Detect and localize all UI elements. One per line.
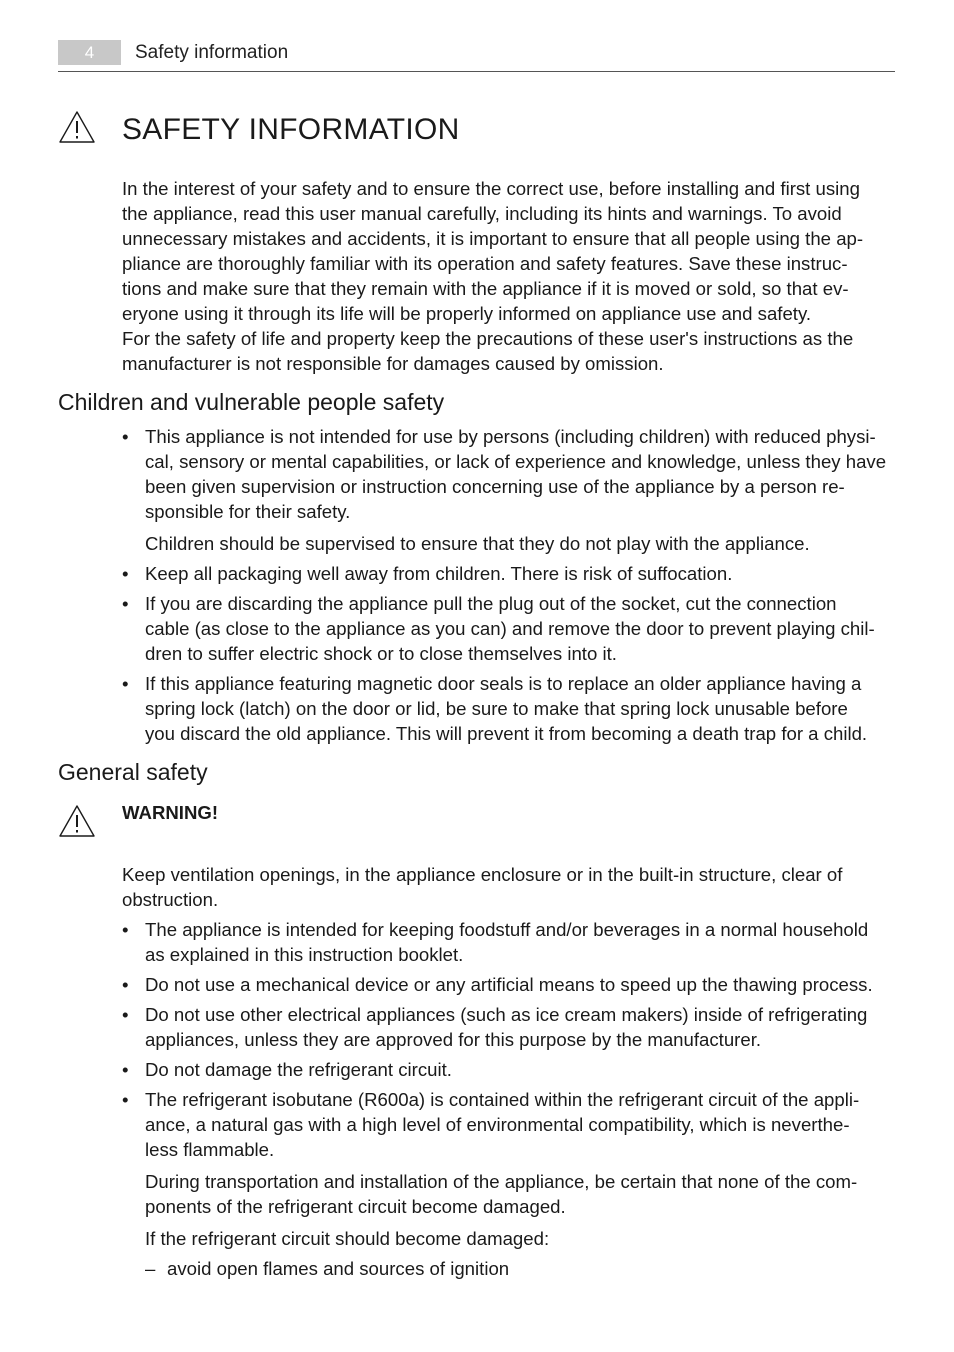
- list-item-line: cable (as close to the appliance as you can) and remove the door to prevent playing chil-: [145, 618, 875, 639]
- list-item-line: Do not damage the refrigerant circuit.: [145, 1059, 452, 1080]
- section-heading-children: Children and vulnerable people safety: [58, 389, 445, 415]
- header-rule: [58, 71, 895, 72]
- warning-label: WARNING!: [122, 802, 219, 823]
- list-item-line: appliances, unless they are approved for this purpose by the manufacturer.: [145, 1029, 762, 1050]
- page-number: 4: [58, 40, 121, 65]
- bullet-glyph: •: [122, 426, 129, 447]
- supervision-note: Children should be supervised to ensure that they do not play with the appliance.: [145, 533, 810, 554]
- transport-note-line: ponents of the refrigerant circuit become damaged.: [145, 1196, 566, 1217]
- bullet-glyph: •: [122, 1004, 129, 1025]
- intro-line: unnecessary mistakes and accidents, it is important to ensure that all people using the ap-: [122, 228, 864, 249]
- list-item-line: cal, sensory or mental capabilities, or lack of experience and knowledge, unless they have: [145, 451, 887, 472]
- list-item-line: you discard the old appliance. This will prevent it from becoming a death trap for a child.: [145, 723, 868, 744]
- list-item-line: less flammable.: [145, 1139, 275, 1160]
- bullet-glyph: •: [122, 919, 129, 940]
- warning-triangle-icon: [58, 804, 96, 838]
- list-item-line: dren to suffer electric shock or to close themselves into it.: [145, 643, 617, 664]
- list-item-line: If you are discarding the appliance pull the plug out of the socket, cut the connection: [145, 593, 837, 614]
- bullet-glyph: •: [122, 1089, 129, 1110]
- bullet-glyph: •: [122, 593, 129, 614]
- list-item-line: sponsible for their safety.: [145, 501, 351, 522]
- intro-line: manufacturer is not responsible for damages caused by omission.: [122, 353, 664, 374]
- list-item-line: If this appliance featuring magnetic door seals is to replace an older appliance having a: [145, 673, 862, 694]
- intro-line: eryone using it through its life will be properly informed on appliance use and safety.: [122, 303, 812, 324]
- list-item-line: as explained in this instruction booklet.: [145, 944, 464, 965]
- ventilation-line: Keep ventilation openings, in the appliance enclosure or in the built-in structure, clear of: [122, 864, 843, 885]
- bullet-glyph: •: [122, 563, 129, 584]
- dash-list-item: avoid open flames and sources of ignition: [167, 1258, 510, 1279]
- list-item-line: The refrigerant isobutane (R600a) is contained within the refrigerant circuit of the appli-: [145, 1089, 860, 1110]
- page-title: SAFETY INFORMATION: [122, 113, 460, 146]
- dash-glyph: –: [145, 1258, 156, 1279]
- intro-line: the appliance, read this user manual carefully, including its hints and warnings. To avoid: [122, 203, 842, 224]
- list-item-line: ance, a natural gas with a high level of environmental compatibility, which is neverthe-: [145, 1114, 850, 1135]
- intro-line: For the safety of life and property keep the precautions of these user's instructions as the: [122, 328, 854, 349]
- list-item-line: spring lock (latch) on the door or lid, be sure to make that spring lock unusable before: [145, 698, 848, 719]
- ventilation-line: obstruction.: [122, 889, 219, 910]
- list-item-line: The appliance is intended for keeping foodstuff and/or beverages in a normal household: [145, 919, 869, 940]
- running-title: Safety information: [135, 42, 289, 63]
- warning-triangle-icon: [58, 110, 96, 144]
- intro-line: In the interest of your safety and to ensure the correct use, before installing and first using: [122, 178, 860, 199]
- section-heading-general: General safety: [58, 759, 208, 785]
- damaged-note: If the refrigerant circuit should become damaged:: [145, 1228, 550, 1249]
- bullet-glyph: •: [122, 1059, 129, 1080]
- intro-line: pliance are thoroughly familiar with its operation and safety features. Save these instruc-: [122, 253, 848, 274]
- intro-line: tions and make sure that they remain with the appliance if it is moved or sold, so that ev-: [122, 278, 849, 299]
- list-item-line: This appliance is not intended for use by persons (including children) with reduced physi-: [145, 426, 876, 447]
- list-item-line: Do not use a mechanical device or any artificial means to speed up the thawing process.: [145, 974, 873, 995]
- bullet-glyph: •: [122, 673, 129, 694]
- list-item-line: Keep all packaging well away from children. There is risk of suffocation.: [145, 563, 733, 584]
- bullet-glyph: •: [122, 974, 129, 995]
- transport-note-line: During transportation and installation of the appliance, be certain that none of the com-: [145, 1171, 858, 1192]
- list-item-line: been given supervision or instruction concerning use of the appliance by a person re-: [145, 476, 845, 497]
- list-item-line: Do not use other electrical appliances (such as ice cream makers) inside of refrigerating: [145, 1004, 868, 1025]
